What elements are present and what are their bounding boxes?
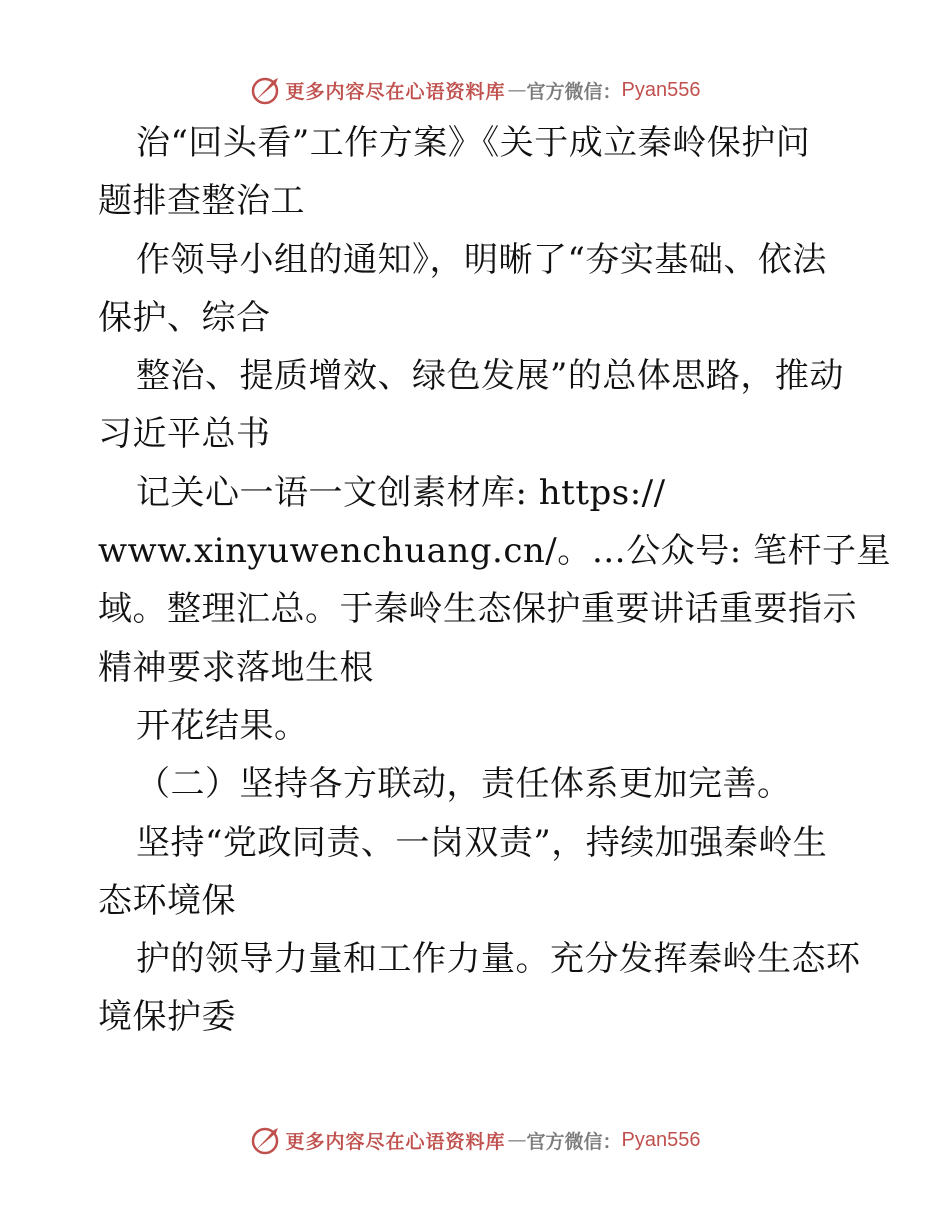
footer-watermark-banner xyxy=(0,1120,950,1160)
footer-banner-wechat-label: 官方微信： xyxy=(526,1130,622,1153)
footer-banner-dash: — xyxy=(507,1129,525,1151)
header-banner-dash: — xyxy=(507,79,525,101)
header-banner-wechat-label: 官方微信： xyxy=(526,80,622,103)
text-line: 精神要求落地生根 xyxy=(98,647,374,688)
text-line: 境保护委 xyxy=(98,997,236,1038)
text-line: 记关心一语一文创素材库: https:// xyxy=(136,472,666,513)
text-line: 坚持“党政同责、一岗双责”，持续加强秦岭生 xyxy=(136,822,828,863)
header-banner-site-text: 更多内容尽在心语资料库 xyxy=(285,80,506,103)
section-heading-line: （二）坚持各方联动，责任体系更加完善。 xyxy=(136,764,792,805)
text-line: www.xinyuwenchuang.cn/。…公众号: 笔杆子星 xyxy=(98,531,891,572)
text-line: 开花结果。 xyxy=(136,705,309,746)
quill-pen-logo-icon xyxy=(250,1124,282,1156)
footer-banner-wechat-id: Pyan556 xyxy=(621,1128,701,1151)
text-line: 题排查整治工 xyxy=(98,181,305,222)
document-body xyxy=(98,114,891,1047)
text-line: 保护、综合 xyxy=(98,297,271,338)
footer-banner-site-text: 更多内容尽在心语资料库 xyxy=(285,1130,506,1153)
text-line: 护的领导力量和工作力量。充分发挥秦岭生态环 xyxy=(136,939,861,980)
text-line: 治“回头看”工作方案》《关于成立秦岭保护问 xyxy=(136,123,811,163)
header-watermark-banner xyxy=(0,70,950,110)
text-line: 作领导小组的通知》，明晰了“夯实基础、依法 xyxy=(136,239,827,280)
text-line: 整治、提质增效、绿色发展”的总体思路，推动 xyxy=(136,356,844,397)
text-line: 习近平总书 xyxy=(98,414,271,455)
quill-pen-logo-icon xyxy=(250,74,282,106)
text-line: 态环境保 xyxy=(98,880,236,921)
header-banner-wechat-id: Pyan556 xyxy=(621,78,701,101)
text-line: 域。整理汇总。于秦岭生态保护重要讲话重要指示 xyxy=(98,589,857,630)
